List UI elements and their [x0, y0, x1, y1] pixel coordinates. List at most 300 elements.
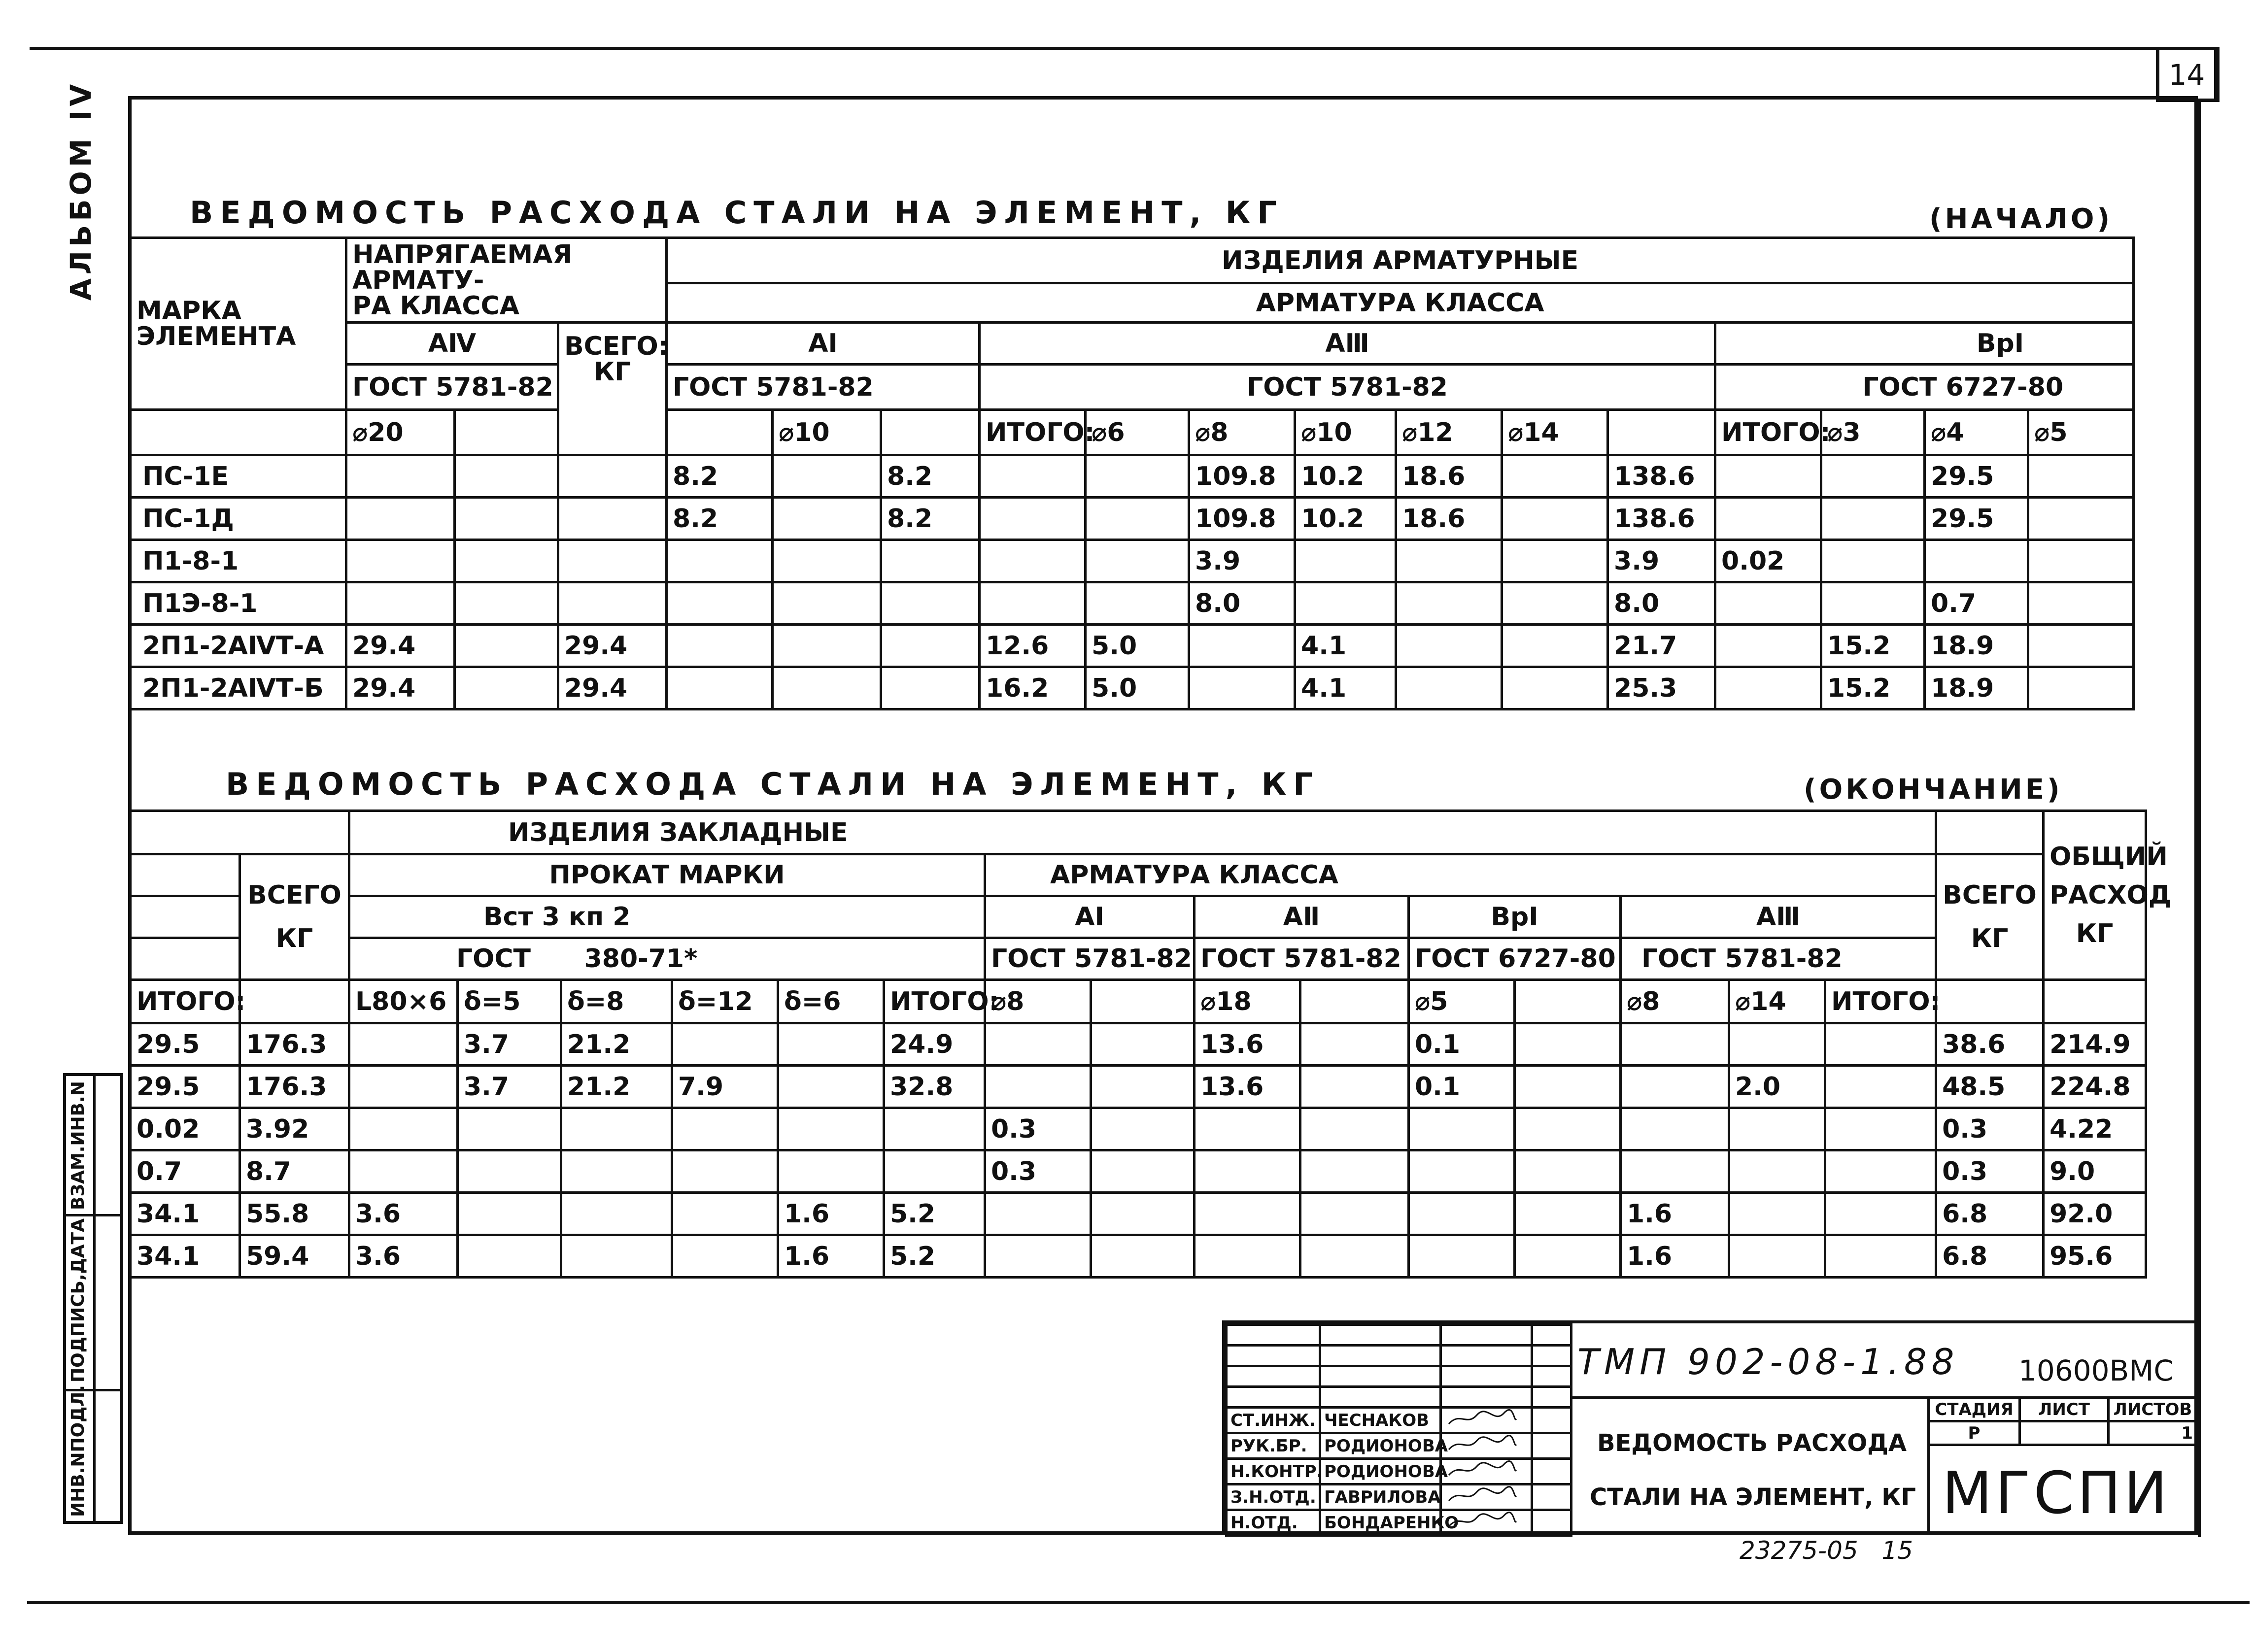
table1-cell: 21.7 — [1608, 625, 1715, 667]
table2-cell — [1515, 1235, 1621, 1278]
table1-cell — [1396, 667, 1502, 709]
t1-hdr-d12: ⌀12 — [1396, 410, 1502, 455]
table2-cell — [1300, 1150, 1409, 1193]
tb-sheet-info — [1927, 1396, 2198, 1446]
table1-cell: 15.2 — [1821, 625, 1925, 667]
t1-hdr-blank1 — [455, 410, 558, 455]
table2-cell — [1300, 1023, 1409, 1066]
tb-blank-cell — [1441, 1325, 1532, 1346]
table2-cell — [561, 1150, 672, 1193]
table1-cell — [455, 455, 558, 498]
table1-cell — [558, 582, 667, 625]
table1-cell: П1-8-1 — [131, 540, 346, 582]
table1-cell — [881, 667, 980, 709]
table2-row — [131, 1193, 2146, 1235]
table1-cell: 29.4 — [558, 667, 667, 709]
table2-cell — [1515, 1150, 1621, 1193]
table2-row — [131, 1235, 2146, 1278]
table1-cell — [881, 540, 980, 582]
bottom-rule — [27, 1601, 2250, 1604]
table1-cell: 138.6 — [1608, 498, 1715, 540]
tb-blank-cell — [1227, 1366, 1320, 1387]
table1-cell — [773, 625, 881, 667]
t2-hdr-vst: Вст 3 кп 2 — [349, 896, 985, 938]
tb-blank-cell — [1227, 1387, 1320, 1408]
table2-cell — [1729, 1150, 1825, 1193]
tb-person-row — [1227, 1484, 1571, 1510]
table1-cell — [773, 498, 881, 540]
table2 — [129, 809, 2172, 1279]
tb-person-date — [1532, 1510, 1571, 1536]
table2-cell: 32.8 — [884, 1066, 985, 1108]
tb-blank-cell — [1441, 1346, 1532, 1366]
table2-cell — [1195, 1108, 1300, 1150]
table1-cell — [1925, 540, 2028, 582]
tb-blank-cell — [1532, 1366, 1571, 1387]
side-stamp-row1 — [66, 1214, 120, 1216]
t2-hdr-vsego2: ВСЕГО КГ — [1936, 854, 2044, 980]
table1-cell — [1715, 625, 1821, 667]
tb-person-name: ЧЕСНАКОВ — [1320, 1408, 1441, 1433]
table2-cell — [1825, 1150, 1936, 1193]
table2-row — [131, 1066, 2146, 1108]
table2-row — [131, 1108, 2146, 1150]
table2-row — [131, 1023, 2146, 1066]
table1-cell — [2028, 455, 2134, 498]
t2-hdr-gost-ai: ГОСТ 5781-82 — [985, 938, 1195, 980]
table1-cell: 4.1 — [1295, 625, 1396, 667]
table1-cell — [1086, 498, 1189, 540]
table2-cell: 5.2 — [884, 1193, 985, 1235]
table2-cell — [1195, 1150, 1300, 1193]
table1-cell — [558, 498, 667, 540]
table1-cell: 2П1-2AⅣТ-Б — [131, 667, 346, 709]
table1-cell — [346, 498, 455, 540]
t1-hdr-marka: МАРКА ЭЛЕМЕНТА — [131, 238, 346, 410]
t2-hdr-d14: ⌀14 — [1729, 980, 1825, 1023]
side-stamp-podpis: ПОДПИСЬ,ДАТА — [68, 1218, 88, 1382]
table1-cell — [1821, 540, 1925, 582]
table2-cell — [1729, 1235, 1825, 1278]
table1-cell — [1821, 498, 1925, 540]
table2-cell — [349, 1023, 458, 1066]
table2-cell: 176.3 — [240, 1023, 349, 1066]
table1-cell — [1502, 667, 1608, 709]
table1-cell: 3.9 — [1608, 540, 1715, 582]
table1-cell — [455, 667, 558, 709]
table2-cell — [458, 1193, 561, 1235]
table2-cell — [778, 1108, 884, 1150]
table1-cell — [980, 540, 1086, 582]
table1-cell: 0.02 — [1715, 540, 1821, 582]
tb-person-row — [1227, 1408, 1571, 1433]
table1-cell — [667, 540, 773, 582]
table1-cell: 18.6 — [1396, 455, 1502, 498]
t2-hdr-blank-b — [131, 896, 240, 938]
table1-cell: 8.2 — [667, 498, 773, 540]
tb-person-role: РУК.БР. — [1227, 1433, 1320, 1459]
table2-cell — [778, 1066, 884, 1108]
table1-cell — [1086, 582, 1189, 625]
table1-cell — [667, 667, 773, 709]
table2-cell — [1091, 1193, 1195, 1235]
tb-person-date — [1532, 1433, 1571, 1459]
tb-blank-cell — [1320, 1346, 1441, 1366]
table2-cell: 95.6 — [2044, 1235, 2146, 1278]
table2-cell: 3.92 — [240, 1108, 349, 1150]
table2-cell — [1515, 1193, 1621, 1235]
table2-cell: 0.1 — [1409, 1066, 1515, 1108]
table2-cell — [1091, 1023, 1195, 1066]
table1-cell — [980, 582, 1086, 625]
table1-cell: 3.9 — [1189, 540, 1295, 582]
table2-cell: 176.3 — [240, 1066, 349, 1108]
t1-hdr-vpi: ВрI — [1715, 323, 2134, 365]
table2-title: ВЕДОМОСТЬ РАСХОДА СТАЛИ НА ЭЛЕМЕНТ, КГ — [226, 766, 1320, 802]
t1-hdr-gost-ai: ГОСТ 5781-82 — [667, 365, 980, 410]
table2-cell — [1300, 1235, 1409, 1278]
table2-cell: 34.1 — [131, 1235, 240, 1278]
table1-cell: 8.0 — [1189, 582, 1295, 625]
t2-hdr-blank-top — [131, 811, 349, 854]
table2-cell — [1195, 1235, 1300, 1278]
t2-hdr-s5: δ=5 — [458, 980, 561, 1023]
tb-person-role: Н.ОТД. — [1227, 1510, 1320, 1536]
table1-row — [131, 540, 2134, 582]
tb-listov-label: ЛИСТОВ — [2109, 1398, 2197, 1421]
tb-person-date — [1532, 1408, 1571, 1433]
tb-blank-cell — [1532, 1346, 1571, 1366]
table1-cell: 12.6 — [980, 625, 1086, 667]
table2-cell — [778, 1150, 884, 1193]
tb-list-label: ЛИСТ — [2020, 1398, 2109, 1421]
tb-description-line1: ВЕДОМОСТЬ РАСХОДА — [1597, 1429, 1907, 1457]
t2-hdr-gost-aiii: ГОСТ 5781-82 — [1621, 938, 1936, 980]
table2-cell: 0.3 — [985, 1150, 1091, 1193]
t1-hdr-itogo2: ИТОГО: — [1715, 410, 1821, 455]
table1-cell — [1086, 455, 1189, 498]
t2-hdr-d8b: ⌀8 — [1621, 980, 1729, 1023]
table2-cell: 3.6 — [349, 1193, 458, 1235]
table2-cell: 92.0 — [2044, 1193, 2146, 1235]
t2-hdr-d8: ⌀8 — [985, 980, 1091, 1023]
table1-cell — [1189, 667, 1295, 709]
table1-cell: 2П1-2AⅣТ-А — [131, 625, 346, 667]
table1-cell: 0.7 — [1925, 582, 2028, 625]
table2-cell: 34.1 — [131, 1193, 240, 1235]
t1-hdr-itogo1: ИТОГО: — [980, 410, 1086, 455]
t1-hdr-aiv: AⅣ — [346, 323, 558, 365]
table2-cell: 21.2 — [561, 1066, 672, 1108]
table1-cell — [1396, 582, 1502, 625]
table1-cell — [2028, 540, 2134, 582]
table1 — [129, 236, 2135, 710]
t2-hdr-d5: ⌀5 — [1409, 980, 1515, 1023]
table2-cell — [884, 1108, 985, 1150]
table1-cell — [1086, 540, 1189, 582]
table1-cell — [2028, 582, 2134, 625]
t2-hdr-s12: δ=12 — [672, 980, 778, 1023]
t2-hdr-gost-aii: ГОСТ 5781-82 — [1195, 938, 1409, 980]
t2-hdr-aiii: AⅢ — [1621, 896, 1936, 938]
table1-cell: 18.6 — [1396, 498, 1502, 540]
t2-hdr-obshiy: ОБЩИЙ РАСХОД КГ — [2044, 811, 2146, 980]
table2-cell: 0.3 — [1936, 1150, 2044, 1193]
t1-hdr-empty — [131, 410, 346, 455]
table2-cell — [1825, 1235, 1936, 1278]
tb-person-date — [1532, 1459, 1571, 1484]
table1-cell — [1715, 582, 1821, 625]
table2-cell: 0.3 — [985, 1108, 1091, 1150]
t1-hdr-d4: ⌀4 — [1925, 410, 2028, 455]
table2-cell: 24.9 — [884, 1023, 985, 1066]
table2-cell — [1825, 1193, 1936, 1235]
table2-cell — [985, 1235, 1091, 1278]
table1-cell: ПС-1Е — [131, 455, 346, 498]
t2-hdr-itogo-a: ИТОГО: — [1825, 980, 1936, 1023]
table2-cell — [672, 1193, 778, 1235]
table1-cell: 5.0 — [1086, 625, 1189, 667]
table1-cell — [1295, 540, 1396, 582]
table2-cell — [1515, 1023, 1621, 1066]
table1-cell — [667, 582, 773, 625]
title-block — [1222, 1320, 2198, 1535]
table2-cell: 224.8 — [2044, 1066, 2146, 1108]
t2-hdr-izdelia: ИЗДЕЛИЯ ЗАКЛАДНЫЕ — [349, 811, 1936, 854]
table1-cell — [773, 667, 881, 709]
t2-hdr-blank-a — [131, 854, 240, 896]
table2-cell — [1091, 1150, 1195, 1193]
tb-blank-cell — [1227, 1325, 1320, 1346]
table2-cell — [349, 1150, 458, 1193]
table1-row — [131, 625, 2134, 667]
t2-hdr-prokat: ПРОКАТ МАРКИ — [349, 854, 985, 896]
table2-cell: 8.7 — [240, 1150, 349, 1193]
table1-cell: 15.2 — [1821, 667, 1925, 709]
t2-hdr-s6: δ=6 — [778, 980, 884, 1023]
table1-cell — [667, 625, 773, 667]
table1-cell — [773, 455, 881, 498]
table2-cell — [1621, 1023, 1729, 1066]
table1-cell — [1295, 582, 1396, 625]
tb-blank-cell — [1441, 1387, 1532, 1408]
table2-cell — [672, 1235, 778, 1278]
tb-blank-row — [1227, 1366, 1571, 1387]
t2-hdr-gost-vpi: ГОСТ 6727-80 — [1409, 938, 1621, 980]
table1-cell — [455, 625, 558, 667]
t2-hdr-ai: AI — [985, 896, 1195, 938]
table1-cell — [346, 540, 455, 582]
frame-shadow-right — [2198, 99, 2201, 1537]
table2-cell: 1.6 — [778, 1193, 884, 1235]
table2-cell — [349, 1066, 458, 1108]
t2-hdr-d18: ⌀18 — [1195, 980, 1300, 1023]
table2-cell — [1621, 1150, 1729, 1193]
table1-cell — [2028, 667, 2134, 709]
table1-row — [131, 455, 2134, 498]
table2-cell: 29.5 — [131, 1066, 240, 1108]
table2-cell — [778, 1023, 884, 1066]
t1-hdr-izdelia: ИЗДЕЛИЯ АРМАТУРНЫЕ — [667, 238, 2134, 283]
table1-cell — [1502, 625, 1608, 667]
tb-blank-cell — [1320, 1387, 1441, 1408]
table2-cell — [1515, 1066, 1621, 1108]
table2-row — [131, 1150, 2146, 1193]
table2-cell: 0.7 — [131, 1150, 240, 1193]
t1-hdr-gost-vpi: ГОСТ 6727-80 — [1715, 365, 2134, 410]
tb-blank-cell — [1441, 1366, 1532, 1387]
t2-hdr-l80: L80×6 — [349, 980, 458, 1023]
t1-hdr-vsego: ВСЕГО: КГ — [558, 323, 667, 455]
t1-hdr-d14: ⌀14 — [1502, 410, 1608, 455]
t1-hdr-d8: ⌀8 — [1189, 410, 1295, 455]
t2-hdr-blank-vsego-top — [1936, 811, 2044, 854]
tb-person-role: З.Н.ОТД. — [1227, 1484, 1320, 1510]
tb-person-row — [1227, 1510, 1571, 1536]
table2-cell — [1621, 1066, 1729, 1108]
table1-cell: ПС-1Д — [131, 498, 346, 540]
table2-cell: 55.8 — [240, 1193, 349, 1235]
sheet-number-box — [2156, 47, 2218, 102]
table1-cell — [1715, 498, 1821, 540]
tb-person-role: Н.КОНТР. — [1227, 1459, 1320, 1484]
table2-cell: 6.8 — [1936, 1235, 2044, 1278]
t2-hdr-blank-vsego2 — [1936, 980, 2044, 1023]
tb-org: МГСПИ — [1942, 1459, 2171, 1527]
table1-cell — [1821, 582, 1925, 625]
t2-hdr-itogo: ИТОГО: — [131, 980, 240, 1023]
table1-cell — [881, 625, 980, 667]
tb-blank-cell — [1532, 1325, 1571, 1346]
t2-hdr-aii: AⅡ — [1195, 896, 1409, 938]
tb-person-signature — [1441, 1484, 1532, 1510]
table1-cell: 18.9 — [1925, 667, 2028, 709]
tb-person-name: РОДИОНОВА — [1320, 1433, 1441, 1459]
table2-cell — [672, 1023, 778, 1066]
table2-cell — [458, 1108, 561, 1150]
t2-hdr-blank-e — [1300, 980, 1409, 1023]
t2-hdr-gost380: ГОСТ 380-71* — [349, 938, 985, 980]
t2-hdr-itogo-p: ИТОГО: — [884, 980, 985, 1023]
side-stamp — [63, 1073, 123, 1524]
table1-cell — [455, 582, 558, 625]
t1-hdr-d6: ⌀6 — [1086, 410, 1189, 455]
t2-hdr-vpi: ВрI — [1409, 896, 1621, 938]
t1-hdr-armatura: АРМАТУРА КЛАССА — [667, 283, 2134, 323]
tb-person-name: БОНДАРЕНКО — [1320, 1510, 1441, 1536]
table1-cell — [773, 540, 881, 582]
table2-cell — [985, 1066, 1091, 1108]
tb-person-name: ГАВРИЛОВА — [1320, 1484, 1441, 1510]
title-block-people — [1225, 1323, 1572, 1537]
table1-cell: 16.2 — [980, 667, 1086, 709]
table2-cell — [1409, 1235, 1515, 1278]
t1-hdr-ai: AI — [667, 323, 980, 365]
t1-hdr-d20: ⌀20 — [346, 410, 455, 455]
tb-blank-row — [1227, 1325, 1571, 1346]
tb-person-row — [1227, 1459, 1571, 1484]
table1-cell — [346, 582, 455, 625]
table2-cell — [1409, 1193, 1515, 1235]
table1-cell — [1502, 498, 1608, 540]
table1-cell: 18.9 — [1925, 625, 2028, 667]
table1-cell: П1Э-8-1 — [131, 582, 346, 625]
table2-cell — [1729, 1023, 1825, 1066]
tb-person-signature — [1441, 1433, 1532, 1459]
t2-hdr-blank-obsh — [2044, 980, 2146, 1023]
side-stamp-inv: ИНВ.NПОДЛ. — [68, 1385, 88, 1517]
tb-listov: 1 — [2109, 1421, 2197, 1445]
t1-hdr-blank3 — [1608, 410, 1715, 455]
table2-cell: 1.6 — [778, 1235, 884, 1278]
table2-cell — [561, 1235, 672, 1278]
table1-row — [131, 582, 2134, 625]
table2-cell: 38.6 — [1936, 1023, 2044, 1066]
table2-note: (ОКОНЧАНИЕ) — [1804, 774, 2063, 806]
table1-cell: 29.5 — [1925, 455, 2028, 498]
table1-row — [131, 667, 2134, 709]
table1-cell — [1715, 667, 1821, 709]
table1-cell: 29.5 — [1925, 498, 2028, 540]
table2-cell — [1729, 1193, 1825, 1235]
table1-cell — [1396, 540, 1502, 582]
table2-cell — [884, 1150, 985, 1193]
table2-cell: 21.2 — [561, 1023, 672, 1066]
table2-cell: 5.2 — [884, 1235, 985, 1278]
table2-cell: 3.7 — [458, 1066, 561, 1108]
table2-cell — [1729, 1108, 1825, 1150]
table1-cell — [1715, 455, 1821, 498]
tb-person-date — [1532, 1484, 1571, 1510]
t2-hdr-s8: δ=8 — [561, 980, 672, 1023]
t1-hdr-d5: ⌀5 — [2028, 410, 2134, 455]
table1-cell: 109.8 — [1189, 498, 1295, 540]
table2-cell — [1825, 1108, 1936, 1150]
table2-cell — [1825, 1023, 1936, 1066]
table1-cell: 29.4 — [346, 625, 455, 667]
table1-cell: 109.8 — [1189, 455, 1295, 498]
tb-vertical-main — [1570, 1323, 1572, 1533]
table2-cell — [561, 1108, 672, 1150]
tb-blank-cell — [1320, 1366, 1441, 1387]
table2-cell — [1515, 1108, 1621, 1150]
tb-person-name: РОДИОНОВА — [1320, 1459, 1441, 1484]
table2-cell: 59.4 — [240, 1235, 349, 1278]
t2-hdr-vsego-kg: ВСЕГО КГ — [240, 854, 349, 980]
table2-cell — [1300, 1108, 1409, 1150]
table2-cell — [458, 1235, 561, 1278]
table2-cell: 4.22 — [2044, 1108, 2146, 1150]
table2-cell — [672, 1150, 778, 1193]
table2-cell — [349, 1108, 458, 1150]
table2-cell: 13.6 — [1195, 1066, 1300, 1108]
table2-cell — [985, 1193, 1091, 1235]
t2-hdr-blank-f — [1515, 980, 1621, 1023]
table2-cell — [1825, 1066, 1936, 1108]
table1-note: (НАЧАЛО) — [1929, 203, 2113, 235]
t1-hdr-d10b: ⌀10 — [1295, 410, 1396, 455]
table2-cell — [1409, 1108, 1515, 1150]
table1-cell — [980, 498, 1086, 540]
table1-cell: 29.4 — [558, 625, 667, 667]
footer-number: 23275-05 15 — [1740, 1536, 1913, 1565]
table1-row — [131, 498, 2134, 540]
table1-cell — [558, 455, 667, 498]
top-rule — [30, 47, 2218, 50]
t1-hdr-aiii: AⅢ — [980, 323, 1715, 365]
table2-cell: 3.7 — [458, 1023, 561, 1066]
table2-cell — [985, 1023, 1091, 1066]
